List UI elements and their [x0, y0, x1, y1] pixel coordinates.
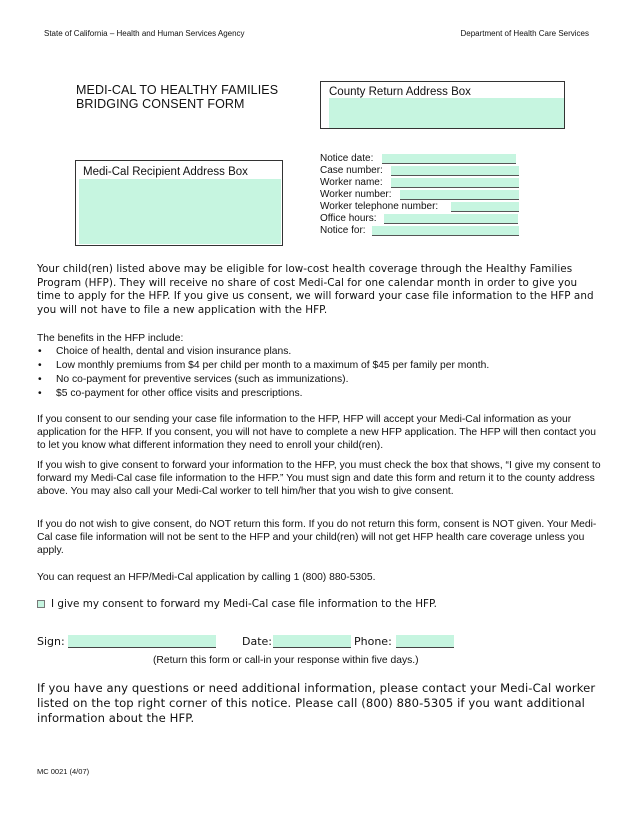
- consent-paragraph: If you consent to our sending your case file information to the HFP, HFP will accept your Medi-Cal information as your application for the HFP. If you consent, you will not have to complete a new HFP application. The HFP will then contact you to let you know what different information they need to enroll your child(ren).: [37, 414, 597, 451]
- phone-field[interactable]: [396, 635, 454, 648]
- worker-telephone-label: Worker telephone number:: [320, 201, 439, 212]
- consent-checkbox-label: I give my consent to forward my Medi-Cal case file information to the HFP.: [51, 598, 437, 610]
- no-consent-paragraph: If you do not wish to give consent, do NOT return this form. If you do not return this form, consent is NOT given. Your Medi-Cal case file information will not be sent to the HFP and your child(ren) will not get HFP health care coverage unless you apply.: [37, 519, 597, 556]
- notice-for-field[interactable]: [372, 226, 519, 236]
- benefit-item: • No co-payment for preventive services (such as immunizations).: [37, 373, 603, 387]
- notice-row: [320, 225, 438, 237]
- worker-name-label: Worker name:: [320, 177, 383, 188]
- county-return-address-label: County Return Address Box: [329, 86, 471, 98]
- recipient-address-box[interactable]: [75, 160, 283, 246]
- agency-header: State of California – Health and Human Services Agency: [44, 29, 245, 38]
- notice-date-label: Notice date:: [320, 153, 374, 164]
- benefits-list: [37, 345, 603, 401]
- notice-row: [320, 189, 438, 201]
- notice-row: [320, 177, 438, 189]
- signature-field[interactable]: [68, 635, 216, 648]
- benefit-item: • Low monthly premiums from $4 per child per month to a maximum of $45 per family per month.: [37, 359, 603, 373]
- department-header: Department of Health Care Services: [460, 29, 589, 38]
- notice-row: [320, 153, 438, 165]
- benefits-intro: The benefits in the HFP include:: [37, 333, 184, 344]
- county-return-address-box[interactable]: [320, 81, 565, 129]
- benefit-item: • Choice of health, dental and vision insurance plans.: [37, 345, 603, 359]
- notice-date-field[interactable]: [382, 154, 516, 164]
- sign-label: Sign:: [37, 635, 65, 648]
- consent-checkbox[interactable]: [37, 600, 45, 608]
- closing-paragraph: If you have any questions or need additional information, please contact your Medi-Cal worker listed on the top right corner of this notice. Please call (800) 880-5305 if you want additional information about the HFP.: [37, 681, 596, 725]
- benefit-item: • $5 co-payment for other office visits and prescriptions.: [37, 387, 603, 401]
- intro-paragraph: Your child(ren) listed above may be eligible for low-cost health coverage through the Healthy Families Program (HFP). They will receive no share of cost Medi-Cal for one calendar month in order to give you time to apply for the HFP. If you give us consent, we will forward your case file information to the HFP and you will not have to file a new application with the HFP.: [37, 263, 594, 316]
- date-label: Date:: [242, 635, 272, 648]
- notice-row: [320, 165, 438, 177]
- recipient-address-field[interactable]: [79, 179, 281, 244]
- worker-number-label: Worker number:: [320, 189, 392, 200]
- office-hours-label: Office hours:: [320, 213, 377, 224]
- worker-telephone-field[interactable]: [451, 202, 519, 212]
- return-note: (Return this form or call-in your response within five days.): [153, 655, 419, 666]
- form-title-line1: MEDI-CAL TO HEALTHY FAMILIES: [76, 83, 279, 97]
- form-title: [76, 83, 278, 111]
- how-to-consent-paragraph: If you wish to give consent to forward your information to the HFP, you must check the box that shows, “I give my consent to forward my Medi-Cal case file information to the HFP.” You must sign and date this form and return it to the county address above. You may also call your Medi-Cal worker to tell him/her that you wish to give consent.: [37, 460, 601, 497]
- worker-name-field[interactable]: [391, 178, 519, 188]
- date-field[interactable]: [273, 635, 351, 648]
- form-number: MC 0021 (4/07): [37, 767, 90, 776]
- notice-row: [320, 201, 438, 213]
- case-number-field[interactable]: [391, 166, 519, 176]
- request-application-paragraph: You can request an HFP/Medi-Cal application by calling 1 (800) 880-5305.: [37, 572, 376, 583]
- notice-fields: [320, 153, 438, 237]
- county-return-address-field[interactable]: [329, 98, 564, 128]
- office-hours-field[interactable]: [384, 214, 518, 224]
- form-title-line2: BRIDGING CONSENT FORM: [76, 97, 245, 111]
- worker-number-field[interactable]: [400, 190, 519, 200]
- notice-row: [320, 213, 438, 225]
- signature-row: [37, 635, 603, 651]
- phone-label: Phone:: [354, 635, 392, 648]
- consent-checkbox-row[interactable]: [37, 598, 437, 610]
- case-number-label: Case number:: [320, 165, 383, 176]
- notice-for-label: Notice for:: [320, 225, 366, 236]
- recipient-address-label: Medi-Cal Recipient Address Box: [83, 166, 248, 178]
